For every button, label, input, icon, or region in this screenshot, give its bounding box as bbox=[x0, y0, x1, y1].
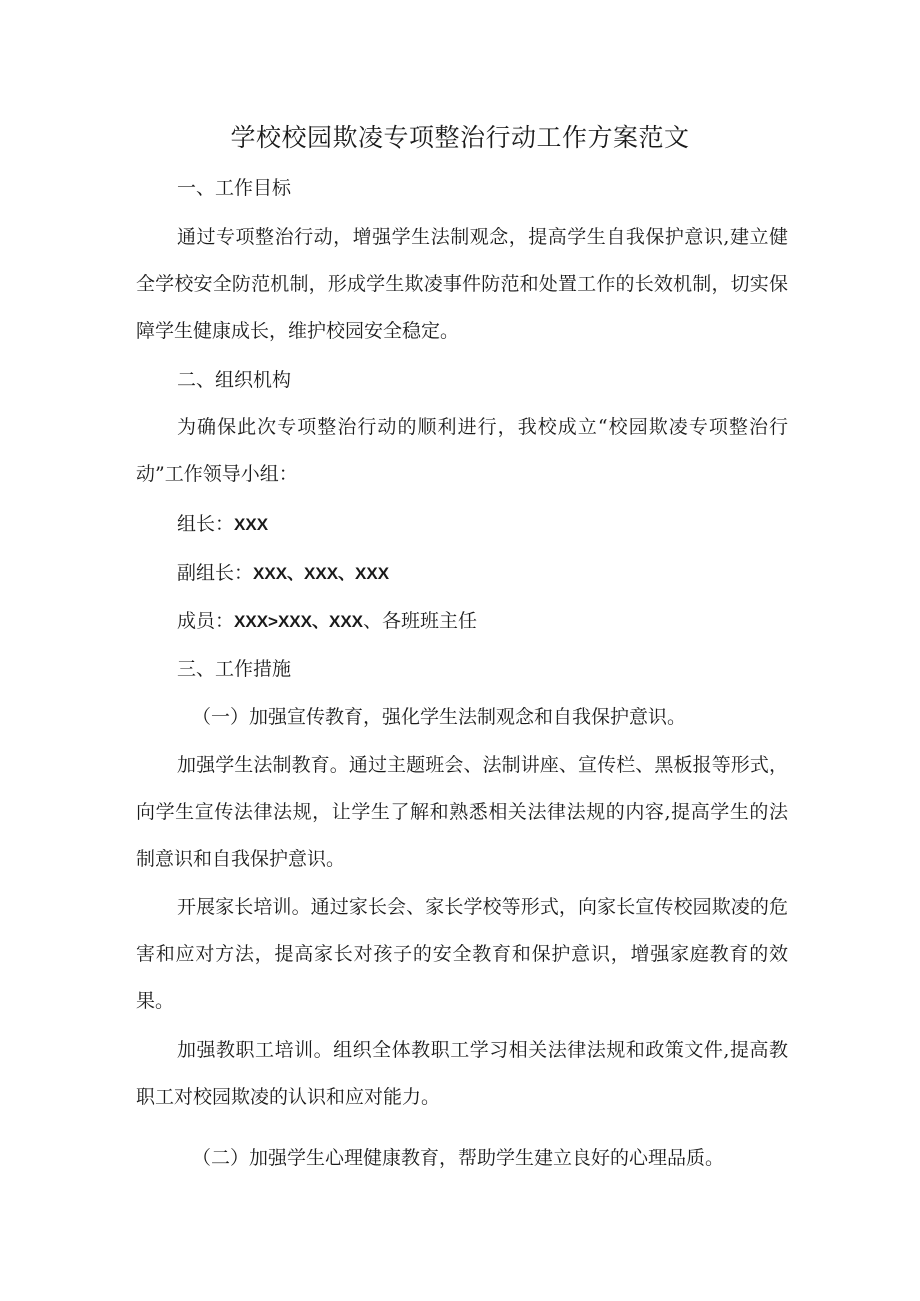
deputy-value: XXX、XXX、XXX bbox=[253, 564, 390, 583]
members-value: XXX>XXX、XXX bbox=[234, 612, 363, 631]
members-label: 成员： bbox=[177, 610, 235, 632]
members-suffix: 、各班班主任 bbox=[363, 610, 478, 632]
section-heading-organization: 二、组织机构 bbox=[177, 369, 292, 391]
document-title: 学校校园欺凌专项整治行动工作方案范文 bbox=[230, 123, 690, 152]
members-line bbox=[177, 597, 797, 646]
deputy-label: 副组长： bbox=[177, 562, 254, 584]
paragraph-staff-training: 加强教职工培训。组织全体教职工学习相关法律法规和政策文件,提高教职工对校园欺凌的认识和应对能力。 bbox=[136, 1039, 788, 1108]
section-heading-measures: 三、工作措施 bbox=[177, 658, 292, 680]
subsection-heading-2: （二）加强学生心理健康教育，帮助学生建立良好的心理品质。 bbox=[192, 1147, 725, 1169]
subsection-heading-1: （一）加强宣传教育，强化学生法制观念和自我保护意识。 bbox=[192, 706, 687, 728]
leader-label: 组长： bbox=[177, 513, 235, 535]
paragraph-parent-training: 开展家长培训。通过家长会、家长学校等形式，向家长宣传校园欺凌的危害和应对方法，提高家长对孩子的安全教育和保护意识，增强家庭教育的效果。 bbox=[136, 896, 788, 1012]
paragraph-goals: 通过专项整治行动，增强学生法制观念，提高学生自我保护意识,建立健全学校安全防范机制，形成学生欺凌事件防范和处置工作的长效机制，切实保障学生健康成长，维护校园安全稳定。 bbox=[136, 226, 788, 342]
paragraph-organization: 为确保此次专项整治行动的顺利进行，我校成立“校园欺凌专项整治行动”工作领导小组： bbox=[136, 416, 788, 485]
section-heading-goals: 一、工作目标 bbox=[177, 177, 292, 199]
deputy-line bbox=[177, 549, 797, 598]
leader-line bbox=[177, 500, 797, 549]
leader-value: XXX bbox=[234, 515, 269, 534]
paragraph-legal-education: 加强学生法制教育。通过主题班会、法制讲座、宣传栏、黑板报等形式，向学生宣传法律法规，让学生了解和熟悉相关法律法规的内容,提高学生的法制意识和自我保护意识。 bbox=[136, 754, 788, 870]
